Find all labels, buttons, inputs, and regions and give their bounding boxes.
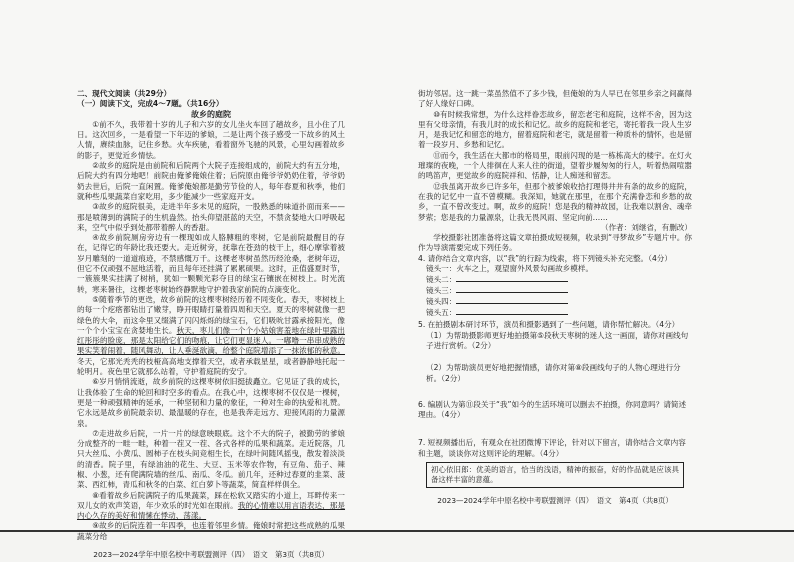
paragraph-8: [77, 491, 345, 522]
shot-5-label: 镜头五：: [426, 308, 457, 318]
right-page-footer: 2023—2024学年中原名校中考联盟测评（四） 语文 第4页（共8页）: [437, 496, 673, 506]
shot-4-answer-line[interactable]: [456, 296, 568, 304]
shot-3-answer-line[interactable]: [456, 285, 568, 293]
question-5-2: （2）为帮助演员更好地把握情感，请你对第⑧段画线句子的人物心理进行分析。（2分）: [426, 363, 681, 383]
paragraph-9-start: ⑨故乡的后院连着一年四季，也连着邻里乡情。俺娘时常把这些成熟的瓜果蔬菜分给: [77, 521, 345, 541]
section-heading: 二、现代文阅读（共29分）: [77, 89, 172, 98]
paragraph-5: [77, 295, 345, 377]
paragraph-5-part: 冬天，它那光秃秃的枝桠高高地支撑着天空，或者承载星星，或者静静地托起一轮明月。夜色里它就那么站着，守护着庭院的安宁。: [77, 356, 345, 377]
task-intro: 学校摄影社团准备将这篇文章拍摄成短视频，收录到“寻梦故乡”专题片中。你作为导演需要完成下列任务。: [418, 233, 692, 253]
scan-edge-line: [0, 530, 794, 532]
question-5-1: （1）为帮助摄影师更好地拍摄第⑤段秋天枣树的迷人这一画面，请你对画线句子进行赏析。（2分）: [426, 330, 689, 350]
right-page-text: [418, 89, 692, 506]
paragraph-11: ⑪而今，我生活在大都市的格局里，眼前闪现的是一栋栋高大的楼宇。在灯火璀璨的夜晚，一个人徘徊在人来人往的街道，望着步履匆匆的行人，听着热闹喧嚣的鸣笛声，更觉故乡的庭院祥和、恬静，让人痴迷和留恋。: [418, 150, 692, 181]
paragraph-7: ⑦走进故乡后院，一片一片的绿意映眼底。这个不大的院子，被勤劳的爹娘分成整齐的一畦一畦，种着一茬又一茬、各式各样的瓜果和蔬菜。走近院落，几只大丝瓜、小黄瓜、圆柿子在枝头间竞相生长，在绿叶间随风摇曳，散发着淡淡的清香。院子里，有绿油油的花生、大豆、玉米等农作物，有豆角、茄子、辣椒、小葱，还有爬满院墙的丝瓜、南瓜、冬瓜。前几年，还种过春夏的韭菜、菠菜、西红柿，青瓜和秋冬的白菜、红白萝卜等蔬菜，简直样样俱全。: [77, 428, 345, 490]
paragraph-10: ⑩有时候我常想，为什么这样眷恋故乡，留恋老宅和庭院，这样不舍，因为这里有父母亲情，有我儿时的成长和记忆。故乡的庭院和老宅，寄托着我一段人生岁月，是我记忆和留恋的地方，留着庭院和老宅，就是留着一种质朴的情怀，也是留着一段岁月、乡愁和记忆。: [418, 109, 692, 150]
paragraph-9-end: 街坊邻居。这一跳一菜虽然值不了多少钱，但俺娘的为人早已在邻里乡亲之间赢得了好人缘好口碑。: [418, 89, 692, 109]
shot-2-label: 镜头二：: [426, 275, 457, 285]
underlined-sentence-5: 秋天，枣儿们像一个个小姑娘害羞地在绿叶里露出红彤彤的脸庞，那是太阳给它们的吻痕，让它们更显迷人。一嘟噜一串串成熟的果实笑着闹着，随风舞动，让人垂涎欲滴，给整个庭院增添了一抹浓郁的秋意。: [77, 325, 346, 356]
paragraph-6: ⑥岁月悄悄流逝，故乡前院的这棵枣树依旧挺拔矗立。它见证了我的成长，让我体验了生命的轮回和时空多的看点。在我心中，这棵枣树不仅仅是一棵树，更是一种顽强精神的延承，一种坚韧和力量的象征，一种对生命的执爱和礼赞。它永远是故乡前院最亲切、最温暖的存在，也是我奔走远方、迎接风雨的力量源泉。: [77, 377, 345, 428]
paragraph-5-part: ⑤随着季节的更迭，故乡前院的这棵枣树经历着不同变化。春天，枣树枝上的每一个疙瘩都钻出了嫩芽，睁开眼睛打量着四周和天空。夏天的枣树就像一把绿色的大伞，而这伞里又缀满了闪闪烁烁的绿宝石，它们吸吮甘露承接阳光，像一个个小宝宝在贪婪地生长。: [77, 294, 345, 335]
shot-1: 镜头一：火车之上，观望窗外风景勾画故乡模样。: [426, 264, 594, 274]
question-7: 7. 短视频播出后，有观众在社团微博下评论，针对以下留言，请你结合文章内容和主题，谈谈你对这则评论的理解。（4分）: [418, 438, 686, 458]
paragraph-3: ③故乡的庭院很美，走进半年多未见的庭院，一股熟悉的味道扑面而来——那是喷薄到的满院子的生机盎然。抬头仰望湛蓝的天空，不禁贪婪地大口呼吸起来，空气中似乎到处都带着醉人的香甜。: [77, 202, 345, 232]
left-page-footer: 2023—2024学年中原名校中考联盟测评（四） 语文 第3页（共8页）: [93, 550, 329, 560]
question-6: 6. 编剧认为第⑪段关于“我”如今的生活环境可以删去不拍摄，你同意吗？请简述理由。（4分）: [418, 399, 687, 420]
shot-5-row: [418, 307, 692, 318]
paragraph-12: ⑫我虽离开故乡已许多年，但那个被爹娘收拾打理得井井有条的故乡的庭院，在我的记忆中一直不曾模糊。我深知，她就在那里，在那个充满眷恋和乡愁的故乡，一直不曾改变过。啊，故乡的庭院！您是我的精神故园，让我难以割舍、魂牵梦萦；您是我的力量源泉，让我无畏风雨、坚定向前……: [418, 181, 692, 222]
shot-5-answer-line[interactable]: [456, 307, 568, 315]
underlined-sentence-8: 我的心情难以用言语表达，那是内心久存的美好和情愫在悸动、荡漾。: [77, 500, 346, 521]
shot-3-label: 镜头三：: [426, 286, 457, 296]
paragraph-2: ②故乡的庭院是由前院和后院两个大院子连接组成的，前院大约有五分地，后院大约有四分地吧！前院由俺爹俺娘住着；后院原由俺爷爷奶奶住着，爷爷奶奶去世后，后院一直闲置。俺爹俺娘都是勤劳节俭的人，每年春夏和秋季，他们就种些瓜果蔬菜自家吃用，多少能减少一些家庭开支。: [77, 161, 345, 201]
shot-4-label: 镜头四：: [426, 297, 457, 307]
essay-title: 故乡的庭院: [191, 109, 231, 119]
question-5: 5. 在拍摄剧本研讨环节，演员和摄影遇到了一些问题，请你帮忙解决。（4分）: [418, 320, 680, 330]
author-credit: （作者：刘继省，有删改）: [600, 222, 692, 232]
shot-2-answer-line[interactable]: [456, 274, 568, 282]
paragraph-1: ①前不久，我带着十岁的儿子和六岁的女儿坐火车回了趟故乡，且小住了几日。这次回乡，一是看望一下年迈的爹娘，二是让两个孩子感受一下故乡的风土人情，赓续血脉，记住乡愁。火车疾驰，看着窗外飞驰的风景，心里勾画着故乡的影子，更觉近乡情怯。: [77, 119, 345, 160]
comment-box: 初心依旧郎：优美的语言，恰当的浅语，精神的振奋，好的作品就是应该具备这样丰富的意蕴。: [426, 462, 684, 488]
sub-heading: （一）阅读下文，完成4～7题。（共16分）: [77, 99, 224, 109]
left-page-text: [77, 89, 345, 560]
shot-4-row: [418, 296, 692, 307]
shot-3-row: [418, 285, 692, 296]
paragraph-4: ④故乡前院厕房旁边有一棵现如成人胳膊粗的枣树，它是前院最醒目的存在，记得它的年龄比我还要大。走近树旁，抚靠在苍劲的枝干上，细心摩挲着被岁月雕刻的一道道痕迹，不禁感慨万千。这棵老枣树虽然历经沧桑，老树年迈，但它不仅顽强不屈地活着，而且每年还挂满了累累硕果。这时，正值盛夏时节，一簇簇果实挂满了树梢，犹如一颗颗光彩夺目的绿宝石镶嵌在树枝上。时光流转，寒来暑往，这棵老枣树始终静默地守护着我家前院的点滴变化。: [77, 233, 345, 294]
question-4: 4. 请你结合文章内容，以“我”的行踪为线索，将下列镜头补充完整。（4分）: [418, 253, 672, 263]
paragraph-8-part: ⑧看着故乡后院满院子的瓜果蔬菜，踩在松软又踏实的小道上，耳畔传来一双儿女的欢声笑语，年少欢乐的时光如在眼前。: [77, 490, 345, 510]
shot-2-row: [418, 274, 692, 285]
